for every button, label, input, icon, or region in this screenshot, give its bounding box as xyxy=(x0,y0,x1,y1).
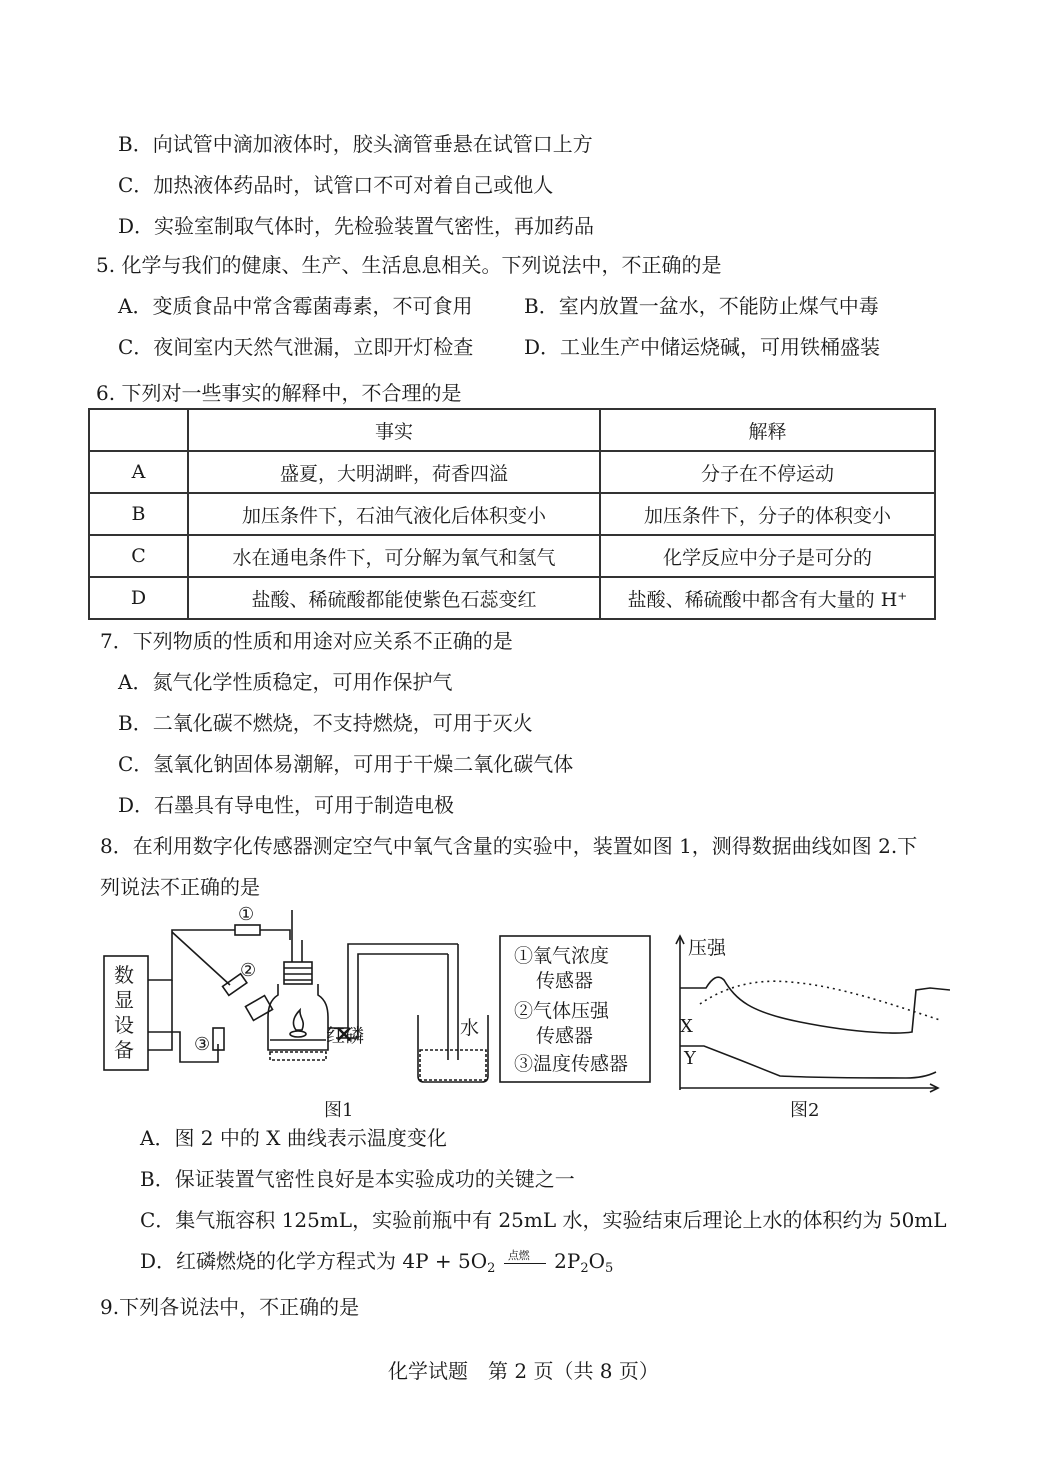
row-label: B xyxy=(89,493,188,535)
table-header-row xyxy=(89,409,935,451)
q4-option-c: C．加热液体药品时，试管口不可对着自己或他人 xyxy=(118,173,554,197)
q4-option-b: B．向试管中滴加液体时，胶头滴管垂悬在试管口上方 xyxy=(118,132,593,156)
row-explain: 化学反应中分子是可分的 xyxy=(600,535,935,577)
label-circle-3: ③ xyxy=(194,1034,211,1055)
q7-stem: 7．下列物质的性质和用途对应关系不正确的是 xyxy=(100,629,513,653)
table-row xyxy=(89,535,935,577)
q6-stem: 6. 下列对一些事实的解释中，不合理的是 xyxy=(96,381,462,405)
device-char-4: 备 xyxy=(114,1038,134,1062)
label-red-phosphorus: 红磷 xyxy=(326,1025,365,1047)
figure2-graph xyxy=(676,936,950,1092)
figure1-caption: 图1 xyxy=(324,1100,354,1121)
row-label: D xyxy=(89,577,188,619)
x-curve xyxy=(700,981,940,1020)
page-footer: 化学试题 第 2 页（共 8 页） xyxy=(388,1359,659,1383)
row-explain: 分子在不停运动 xyxy=(600,451,935,493)
q7-option-a: A．氮气化学性质稳定，可用作保护气 xyxy=(118,670,453,694)
row-fact: 水在通电条件下，可分解为氧气和氢气 xyxy=(188,535,600,577)
q9-stem: 9.下列各说法中，不正确的是 xyxy=(100,1295,360,1319)
table-row xyxy=(89,577,935,619)
q7-option-c: C．氢氧化钠固体易潮解，可用于干燥二氧化碳气体 xyxy=(118,752,574,776)
y-curve-label: Y xyxy=(684,1048,696,1069)
device-char-1: 数 xyxy=(114,963,134,987)
pressure-curve xyxy=(680,977,950,1033)
q8-stem-line2: 列说法不正确的是 xyxy=(100,875,260,899)
legend-2a: ②气体压强 xyxy=(514,1000,610,1022)
label-circle-1: ① xyxy=(238,904,255,925)
q6-table xyxy=(88,408,936,620)
x-curve-label: X xyxy=(680,1016,693,1037)
q5-option-c: C．夜间室内天然气泄漏，立即开灯检查 xyxy=(118,335,474,359)
q7-option-b: B．二氧化碳不燃烧，不支持燃烧，可用于灭火 xyxy=(118,711,533,735)
q8-figures xyxy=(100,900,950,1130)
legend-1b: 传感器 xyxy=(536,970,594,992)
figure2-caption: 图2 xyxy=(790,1100,820,1121)
q5-stem: 5. 化学与我们的健康、生产、生活息息相关。下列说法中，不正确的是 xyxy=(96,253,722,277)
label-circle-2: ② xyxy=(240,960,257,981)
emphasis-text: 不合理 xyxy=(361,381,422,405)
q8-option-d: D．红磷燃烧的化学方程式为 $4P + 5O_2$ 点燃 $2P_2O_5$ xyxy=(140,1248,614,1276)
y-curve xyxy=(680,1046,936,1078)
row-fact: 盛夏，大明湖畔，荷香四溢 xyxy=(188,451,600,493)
q8-option-b: B．保证装置气密性良好是本实验成功的关键之一 xyxy=(140,1167,575,1191)
row-fact: 加压条件下，石油气液化后体积变小 xyxy=(188,493,600,535)
row-label: C xyxy=(89,535,188,577)
row-explain: 盐酸、稀硫酸中都含有大量的 H⁺ xyxy=(600,577,935,619)
q5-option-b: B．室内放置一盆水，不能防止煤气中毒 xyxy=(524,294,879,318)
legend-1a: ①氧气浓度 xyxy=(514,945,610,967)
row-label: A xyxy=(89,451,188,493)
y-axis-label: 压强 xyxy=(688,937,727,959)
q4-option-d: D．实验室制取气体时，先检验装置气密性，再加药品 xyxy=(118,214,595,238)
q8-option-c: C．集气瓶容积 125mL，实验前瓶中有 25mL 水，实验结束后理论上水的体积约为 50mL xyxy=(140,1208,947,1232)
header-explain: 解释 xyxy=(600,409,935,451)
q5-option-a: A．变质食品中常含霉菌毒素，不可食用 xyxy=(118,294,473,318)
row-explain: 加压条件下，分子的体积变小 xyxy=(600,493,935,535)
q8-stem-line1: 8．在利用数字化传感器测定空气中氧气含量的实验中，装置如图 1，测得数据曲线如图 2.下 xyxy=(100,834,918,858)
q5-option-d: D．工业生产中储运烧碱，可用铁桶盛装 xyxy=(524,335,881,359)
row-fact: 盐酸、稀硫酸都能使紫色石蕊变红 xyxy=(188,577,600,619)
reaction-arrow: 点燃 xyxy=(502,1253,548,1273)
header-fact: 事实 xyxy=(188,409,600,451)
device-char-2: 显 xyxy=(114,988,134,1012)
table-row xyxy=(89,493,935,535)
table-row xyxy=(89,451,935,493)
q7-option-d: D．石墨具有导电性，可用于制造电极 xyxy=(118,793,455,817)
device-char-3: 设 xyxy=(114,1013,134,1037)
legend-2b: 传感器 xyxy=(536,1025,594,1047)
legend-3: ③温度传感器 xyxy=(514,1053,629,1075)
q8-option-a: A．图 2 中的 X 曲线表示温度变化 xyxy=(140,1126,447,1150)
label-water: 水 xyxy=(460,1017,480,1039)
